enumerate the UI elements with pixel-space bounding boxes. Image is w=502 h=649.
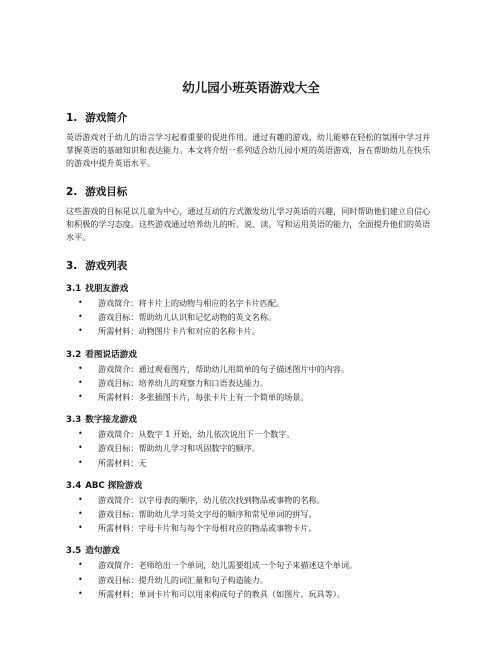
game-name: ABC 探险游戏 — [85, 480, 143, 491]
list-item-text: 游戏目标：帮助幼儿认识和记忆动物的英文名称。 — [98, 312, 277, 323]
game-entry — [66, 348, 436, 405]
bullet-icon: • — [78, 588, 83, 598]
list-item-text: 游戏简介：从数字 1 开始，幼儿依次说出下一个数字。 — [98, 429, 295, 440]
section-intro — [66, 110, 436, 170]
bullet-icon: • — [78, 560, 83, 570]
game-entry — [66, 479, 436, 536]
section-title: 游戏简介 — [85, 112, 128, 124]
bullet-icon: • — [78, 429, 83, 439]
bullet-icon: • — [78, 377, 83, 387]
list-item-text: 游戏简介：老师给出一个单词，幼儿需要组成一个句子来描述这个单词。 — [98, 560, 358, 571]
list-item — [66, 441, 436, 455]
game-heading — [66, 282, 436, 294]
section-paragraph: 这些游戏的目标是以儿童为中心，通过互动的方式激发幼儿学习英语的兴趣，同时帮助他们建立自信心和积极的学习态度。这些游戏通过培养幼儿的听、说、读、写和运用英语的能力，全面提升他们的英语水平。 — [66, 206, 431, 242]
list-item — [66, 507, 436, 521]
list-item — [66, 573, 436, 587]
game-name: 造句游戏 — [85, 546, 120, 557]
game-entry — [66, 282, 436, 339]
list-item — [66, 521, 436, 535]
list-item — [66, 296, 436, 310]
list-item-text: 所需材料：无 — [98, 457, 147, 468]
list-item-text: 所需材料：多张插图卡片，每张卡片上有一个简单的场景。 — [98, 392, 309, 403]
game-name: 看图说话游戏 — [85, 349, 137, 360]
bullet-icon: • — [78, 392, 83, 402]
game-name: 找朋友游戏 — [85, 284, 129, 294]
game-name: 数字接龙游戏 — [85, 415, 137, 426]
section-title: 游戏列表 — [85, 260, 128, 272]
list-item-text: 所需材料：单词卡片和可以用来构成句子的教具（如图片、玩具等）。 — [98, 588, 345, 599]
section-heading — [66, 258, 436, 273]
section-number: 1. — [66, 112, 78, 124]
list-item — [66, 456, 436, 470]
list-item — [66, 558, 436, 572]
list-item-text: 所需材料：动物图片卡片和对应的名称卡片。 — [98, 326, 260, 337]
game-entry — [66, 544, 436, 601]
game-details-list — [66, 427, 436, 470]
game-number: 3.4 — [66, 480, 82, 491]
list-item-text: 游戏目标：帮助幼儿学习和巩固数字的顺序。 — [98, 443, 260, 454]
game-details-list — [66, 296, 436, 339]
game-heading — [66, 544, 436, 556]
list-item-text: 游戏目标：培养幼儿的观察力和口语表达能力。 — [98, 377, 268, 388]
list-item-text: 游戏简介：以字母表的顺序，幼儿依次找到物品或事物的名称。 — [98, 494, 325, 505]
bullet-icon: • — [78, 574, 83, 584]
section-goals — [66, 184, 436, 244]
game-details-list — [66, 493, 436, 536]
list-item-text: 游戏简介：通过观看图片，帮助幼儿用简单的句子描述图片中的内容。 — [98, 363, 349, 374]
game-number: 3.3 — [66, 415, 82, 426]
section-title: 游戏目标 — [85, 186, 128, 198]
game-number: 3.5 — [66, 546, 82, 557]
section-paragraph: 英语游戏对于幼儿的语言学习起着重要的促进作用。通过有趣的游戏，幼儿能够在轻松的氛围中学习并掌握英语的基础知识和表达能力。本文将介绍一系列适合幼儿园小班的英语游戏，旨在帮助幼儿在快乐的游戏中提升英语水平。 — [66, 132, 431, 168]
list-item — [66, 324, 436, 338]
game-heading — [66, 479, 436, 491]
list-item — [66, 362, 436, 376]
game-details-list — [66, 362, 436, 405]
list-item-text: 游戏目标：提升幼儿的词汇量和句子构造能力。 — [98, 574, 268, 585]
list-item-text: 游戏目标：帮助幼儿学习英文字母的顺序和常见单词的拼写。 — [98, 509, 317, 520]
section-number: 3. — [66, 260, 78, 272]
bullet-icon: • — [78, 326, 83, 336]
bullet-icon: • — [78, 312, 83, 322]
list-item — [66, 390, 436, 404]
document-title: 幼儿园小班英语游戏大全 — [182, 80, 320, 95]
bullet-icon: • — [78, 298, 83, 307]
section-number: 2. — [66, 186, 78, 198]
bullet-icon: • — [78, 509, 83, 519]
bullet-icon: • — [78, 523, 83, 533]
game-number: 3.1 — [66, 284, 82, 294]
game-heading — [66, 348, 436, 360]
list-item-text: 游戏简介：将卡片上的动物与相应的名字卡片匹配。 — [98, 298, 285, 308]
list-item — [66, 427, 436, 441]
game-number: 3.2 — [66, 349, 82, 360]
list-item — [66, 376, 436, 390]
bullet-icon: • — [78, 363, 83, 373]
section-heading — [66, 110, 436, 125]
game-details-list — [66, 558, 436, 601]
section-game-list — [66, 258, 436, 601]
list-item — [66, 310, 436, 324]
list-item — [66, 493, 436, 507]
game-entry — [66, 413, 436, 470]
section-heading — [66, 184, 436, 199]
list-item — [66, 587, 436, 601]
bullet-icon: • — [78, 443, 83, 453]
list-item-text: 所需材料：字母卡片和与每个字母相对应的物品或事物卡片。 — [98, 523, 317, 534]
bullet-icon: • — [78, 494, 83, 504]
bullet-icon: • — [78, 457, 83, 467]
game-heading — [66, 413, 436, 425]
